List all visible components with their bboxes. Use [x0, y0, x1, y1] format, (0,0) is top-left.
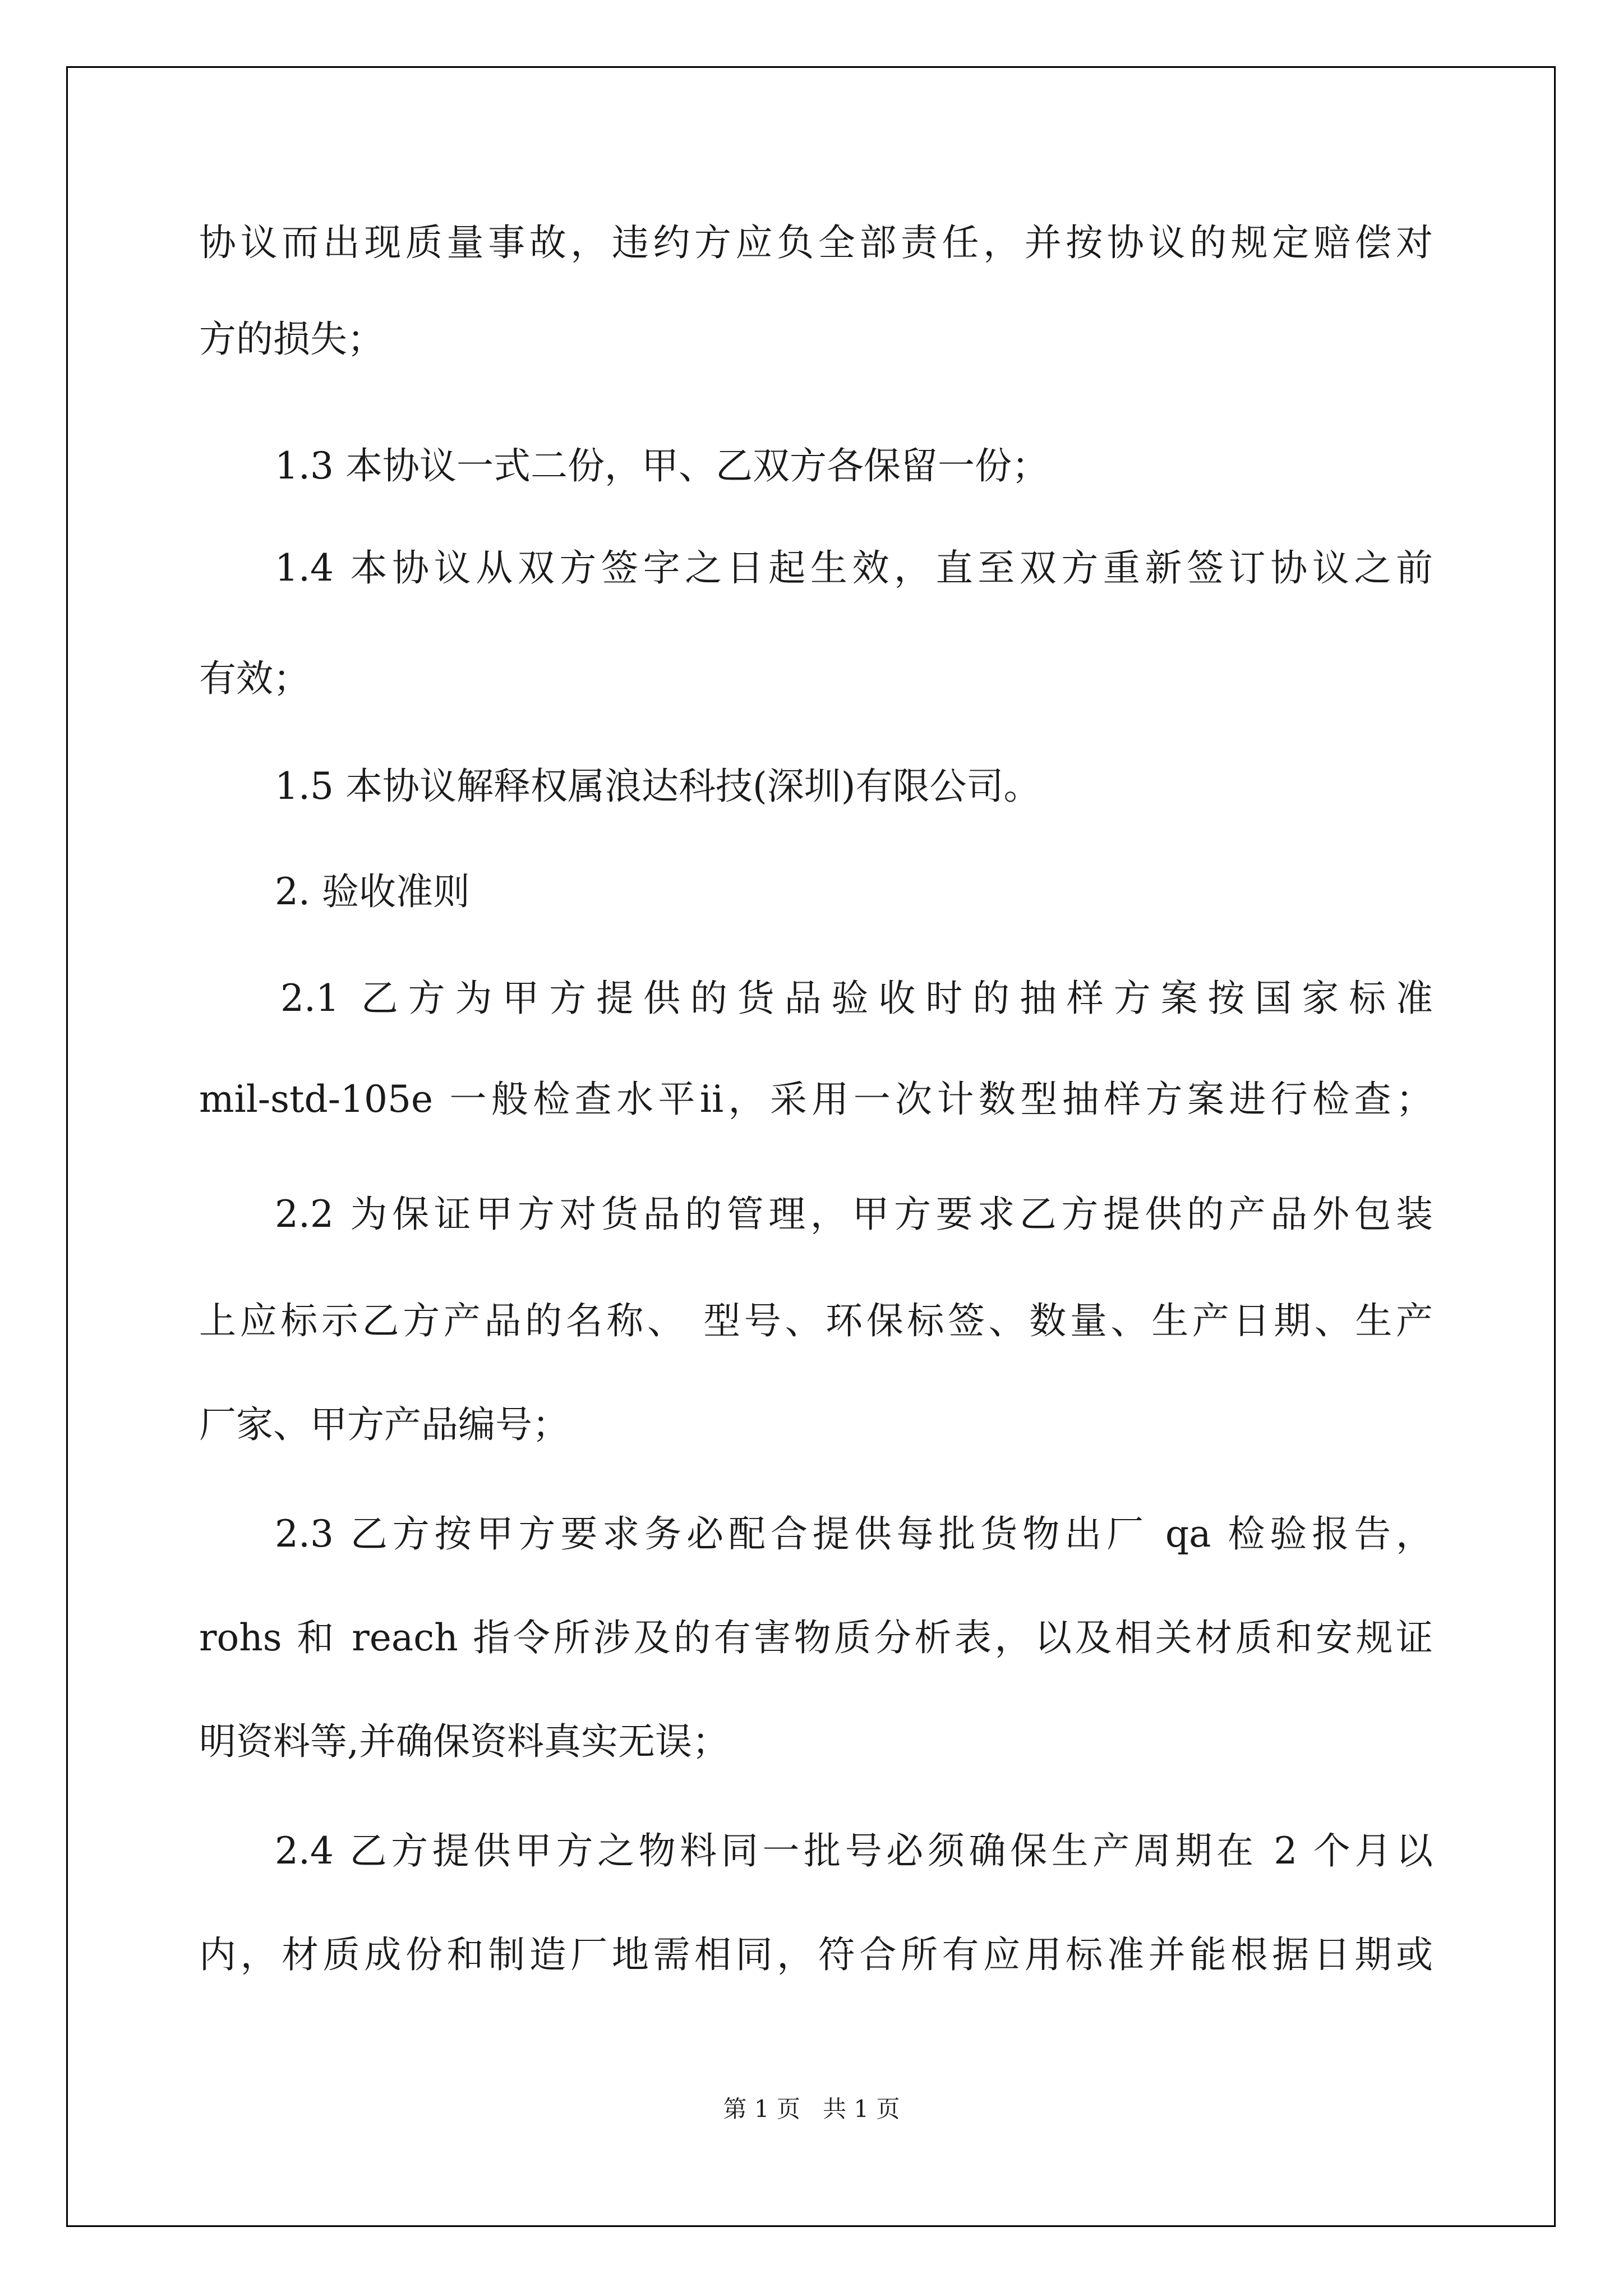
paragraph-line: 上应标示乙方产品的名称、 型号、环保标签、数量、生产日期、生产	[199, 1299, 1433, 1342]
paragraph-line: 明资料等,并确保资料真实无误；	[199, 1720, 729, 1763]
clause-1-5: 1.5 本协议解释权属浪达科技(深圳)有限公司。	[275, 765, 1041, 808]
section-heading: 2. 验收准则	[275, 870, 470, 913]
clause-2-3: 2.3 乙方按甲方要求务必配合提供每批货物出厂 qa 检验报告，	[275, 1512, 1433, 1556]
clause-2-4: 2.4 乙方提供甲方之物料同一批号必须确保生产周期在 2 个月以	[275, 1829, 1433, 1872]
paragraph-line: 厂家、甲方产品编号；	[199, 1403, 569, 1446]
paragraph-line: 有效；	[199, 657, 310, 700]
clause-1-4: 1.4 本协议从双方签字之日起生效，直至双方重新签订协议之前	[275, 546, 1433, 590]
clause-2-1: 2.1 乙方为甲方提供的货品验收时的抽样方案按国家标准	[280, 977, 1433, 1020]
paragraph-line: 内，材质成份和制造厂地需相同，符合所有应用标准并能根据日期或	[199, 1933, 1433, 1976]
paragraph-line: 协议而出现质量事故，违约方应负全部责任，并按协议的规定赔偿对	[199, 221, 1433, 264]
paragraph-line: mil-std-105e 一般检查水平ii，采用一次计数型抽样方案进行检查；	[199, 1078, 1433, 1121]
paragraph-line: rohs 和 reach 指令所涉及的有害物质分析表，以及相关材质和安规证	[199, 1616, 1433, 1659]
page-number-footer: 第 1 页 共 1 页	[723, 2095, 900, 2123]
clause-2-2: 2.2 为保证甲方对货品的管理，甲方要求乙方提供的产品外包装	[275, 1193, 1433, 1236]
clause-1-3: 1.3 本协议一式二份，甲、乙双方各保留一份；	[275, 444, 1049, 487]
paragraph-line: 方的损失；	[199, 318, 384, 361]
page-frame	[66, 66, 1556, 2227]
